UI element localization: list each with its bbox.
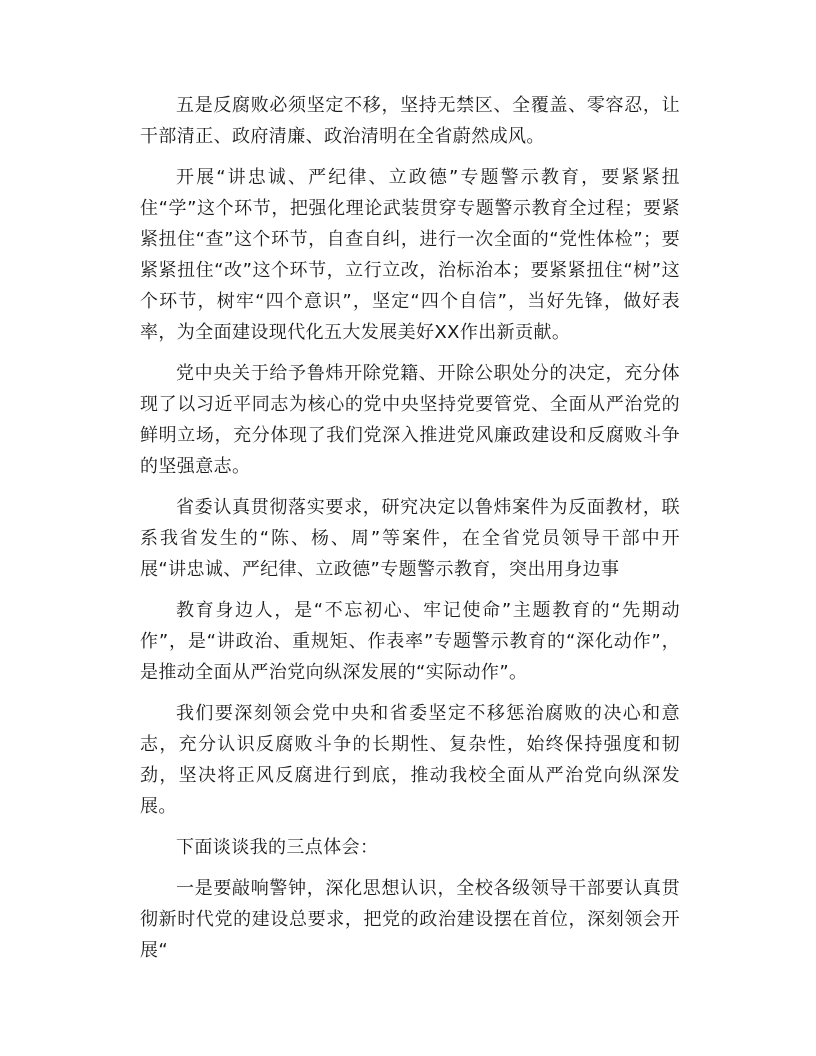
paragraph-8: 一是要敲响警钟，深化思想认识，全校各级领导干部要认真贯彻新时代党的建设总要求，把党的政治建设摆在首位，深刻领会开展“ [140, 878, 680, 961]
paragraph-6: 我们要深刻领会党中央和省委坚定不移惩治腐败的决心和意志，充分认识反腐败斗争的长期性、复杂性，始终保持强度和韧劲，坚决将正风反腐进行到底，推动我校全面从严治党向纵深发展。 [140, 703, 680, 817]
document-body [140, 90, 680, 976]
paragraph-3: 党中央关于给予鲁炜开除党籍、开除公职处分的决定，充分体现了以习近平同志为核心的党中央坚持党要管党、全面从严治党的鲜明立场，充分体现了我们党深入推进党风廉政建设和反腐败斗争的坚强意志。 [140, 363, 680, 477]
paragraph-7: 下面谈谈我的三点体会： [176, 837, 379, 858]
paragraph-1: 五是反腐败必须坚定不移，坚持无禁区、全覆盖、零容忍，让干部清正、政府清廉、政治清明在全省蔚然成风。 [140, 95, 680, 147]
paragraph-4: 省委认真贯彻落实要求，研究决定以鲁炜案件为反面教材，联系我省发生的“陈、杨、周”等案件，在全省党员领导干部中开展“讲忠诚、严纪律、立政德”专题警示教育，突出用身边事 [140, 497, 680, 580]
paragraph-5: 教育身边人，是“不忘初心、牢记使命”主题教育的“先期动作”，是“讲政治、重规矩、作表率”专题警示教育的“深化动作”，是推动全面从严治党向纵深发展的“实际动作”。 [140, 600, 680, 683]
paragraph-2: 开展“讲忠诚、严纪律、立政德”专题警示教育，要紧紧扭住“学”这个环节，把强化理论武装贯穿专题警示教育全过程；要紧紧扭住“查”这个环节，自查自纠，进行一次全面的“党性体检”；要紧紧扭住“改”这个环节，立行立改，治标治本；要紧紧扭住“树”这个环节，树牢“四个意识”，坚定“四个自信”，当好先锋，做好表率，为全面建设现代化五大发展美好XX作出新贡献。 [140, 167, 680, 343]
